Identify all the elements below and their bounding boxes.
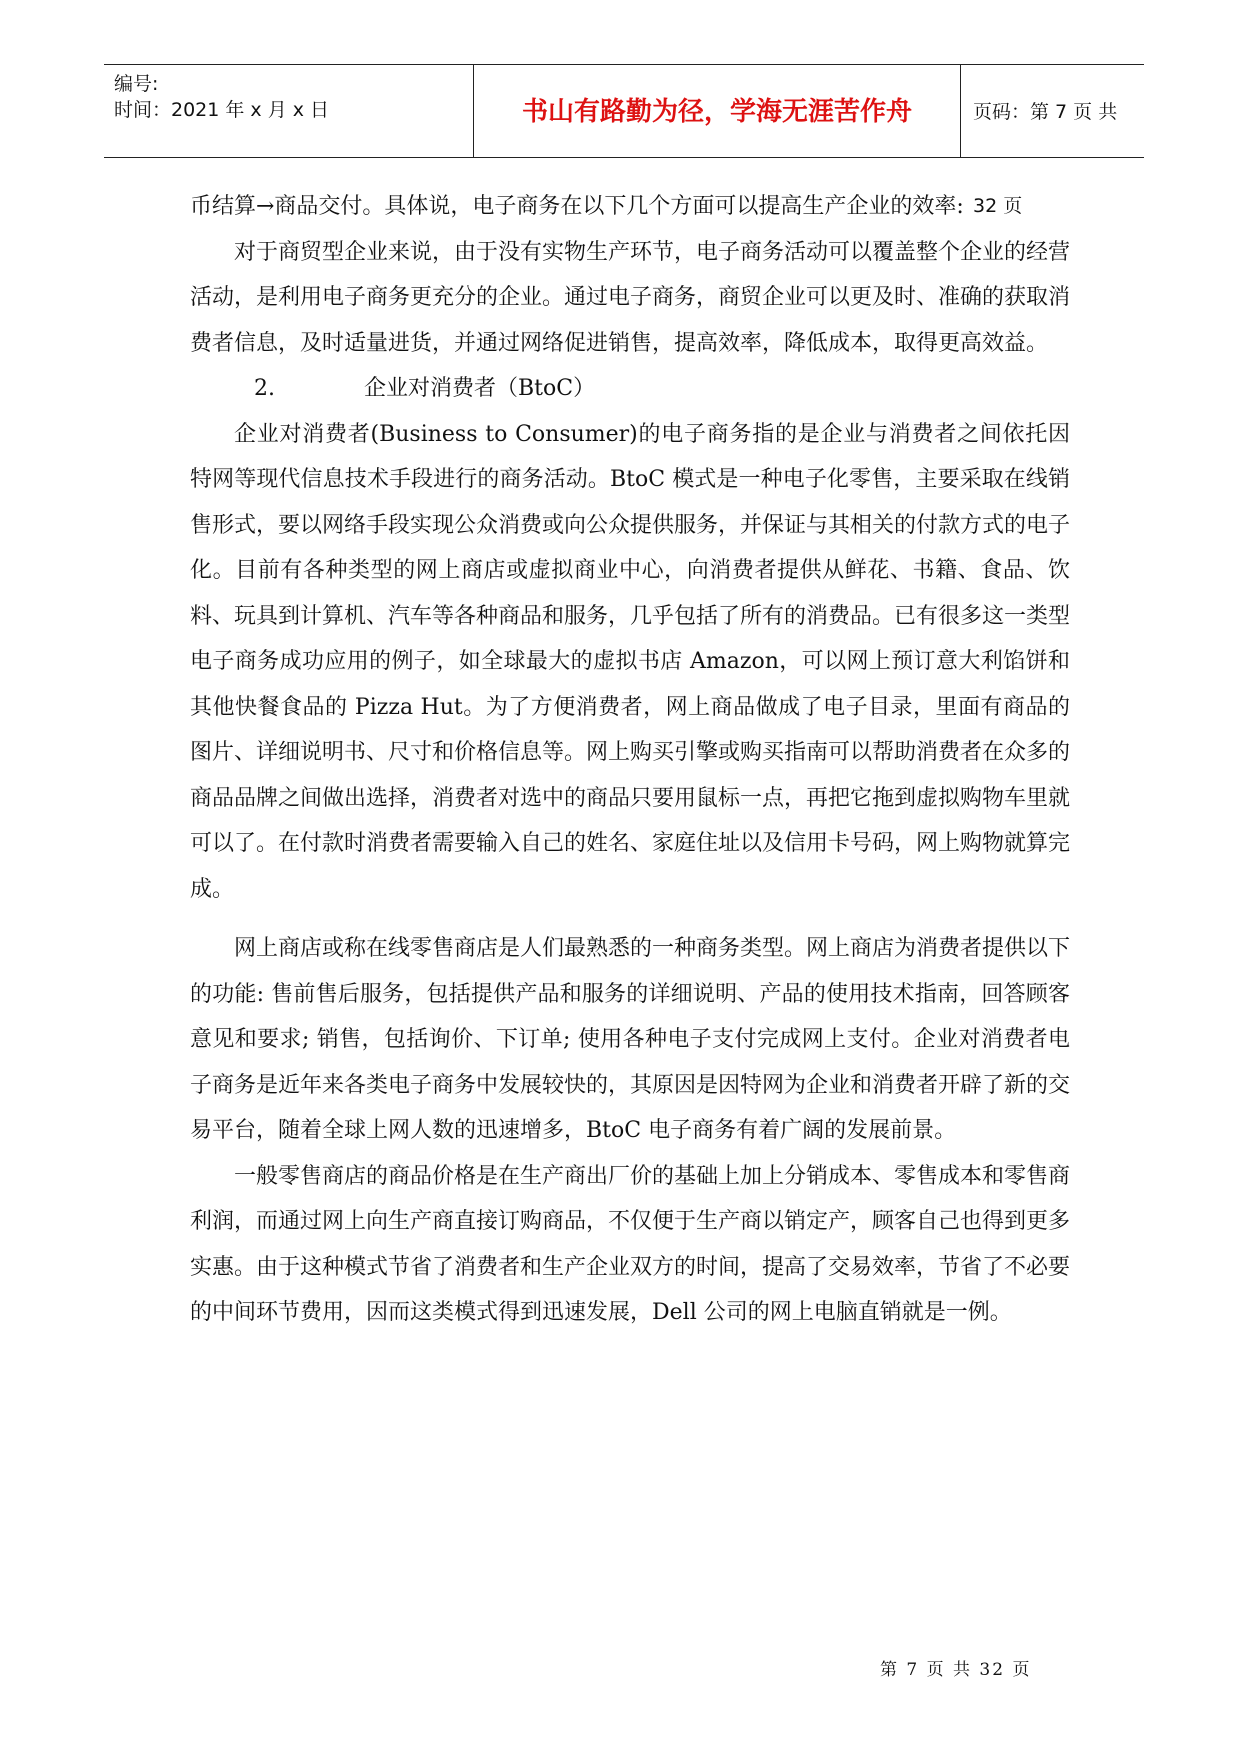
section-number: 2. (254, 376, 275, 401)
paragraph-1: 币结算→商品交付。具体说，电子商务在以下几个方面可以提高生产企业的效率: (190, 194, 964, 219)
paragraph-4: 网上商店或称在线零售商店是人们最熟悉的一种商务类型。网上商店为消费者提供以下的功能: 售前售后服务，包括提供产品和服务的详细说明、产品的使用技术指南，回答顾客意见和要求; 销售，包括询价、下订单; 使用各种电子支付完成网上支付。企业对消费者电子商务是近年来各类电子商务中发展较快的，其原因是因特网为企业和消费者开辟了新的交易平台，随着全球上网人数的迅速增多，BtoC 电子商务有着广阔的发展前景。 (190, 936, 1071, 1143)
paragraph-2: 对于商贸型企业来说，由于没有实物生产环节，电子商务活动可以覆盖整个企业的经营活动，是利用电子商务更充分的企业。通过电子商务，商贸企业可以更及时、准确的获取消费者信息，及时适量进货，并通过网络促进销售，提高效率，降低成本，取得更高效益。 (190, 239, 1071, 356)
section-title: 企业对消费者（BtoC） (364, 376, 596, 401)
document-time: 时间：2021 年 x 月 x 日 (114, 99, 330, 121)
document-body (190, 184, 1070, 1336)
header-meta (114, 65, 474, 157)
header-motto: 书山有路勤为径，学海无涯苦作舟 (474, 65, 961, 157)
header-page-info: 页码：第 7 页 共 32 页 (973, 101, 1118, 217)
paragraph-5: 一般零售商店的商品价格是在生产商出厂价的基础上加上分销成本、零售成本和零售商利润，而通过网上向生产商直接订购商品，不仅便于生产商以销定产，顾客自己也得到更多实惠。由于这种模式节省了消费者和生产企业双方的时间，提高了交易效率，节省了不必要的中间环节费用，因而这类模式得到迅速发展，Dell 公司的网上电脑直销就是一例。 (190, 1163, 1071, 1325)
document-number-label: 编号: (114, 73, 159, 95)
page-footer: 第 7 页 共 32 页 (880, 1660, 1032, 1680)
paragraph-3: 企业对消费者(Business to Consumer)的电子商务指的是企业与消费者之间依托因特网等现代信息技术手段进行的商务活动。BtoC 模式是一种电子化零售，主要采取在线销售形式，要以网络手段实现公众消费或向公众提供服务，并保证与其相关的付款方式的电子化。目前有各种类型的网上商店或虚拟商业中心，向消费者提供从鲜花、书籍、食品、饮料、玩具到计算机、汽车等各种商品和服务，几乎包括了所有的消费品。已有很多这一类型电子商务成功应用的例子，如全球最大的虚拟书店 Amazon，可以网上预订意大利馅饼和其他快餐食品的 Pizza Hut。为了方便消费者，网上商品做成了电子目录，里面有商品的图片、详细说明书、尺寸和价格信息等。网上购买引擎或购买指南可以帮助消费者在众多的商品品牌之间做出选择，消费者对选中的商品只要用鼠标一点，再把它拖到虚拟购物车里就可以了。在付款时消费者需要输入自己的姓名、家庭住址以及信用卡号码，网上购物就算完成。 (190, 421, 1071, 902)
section-heading (190, 366, 1070, 412)
